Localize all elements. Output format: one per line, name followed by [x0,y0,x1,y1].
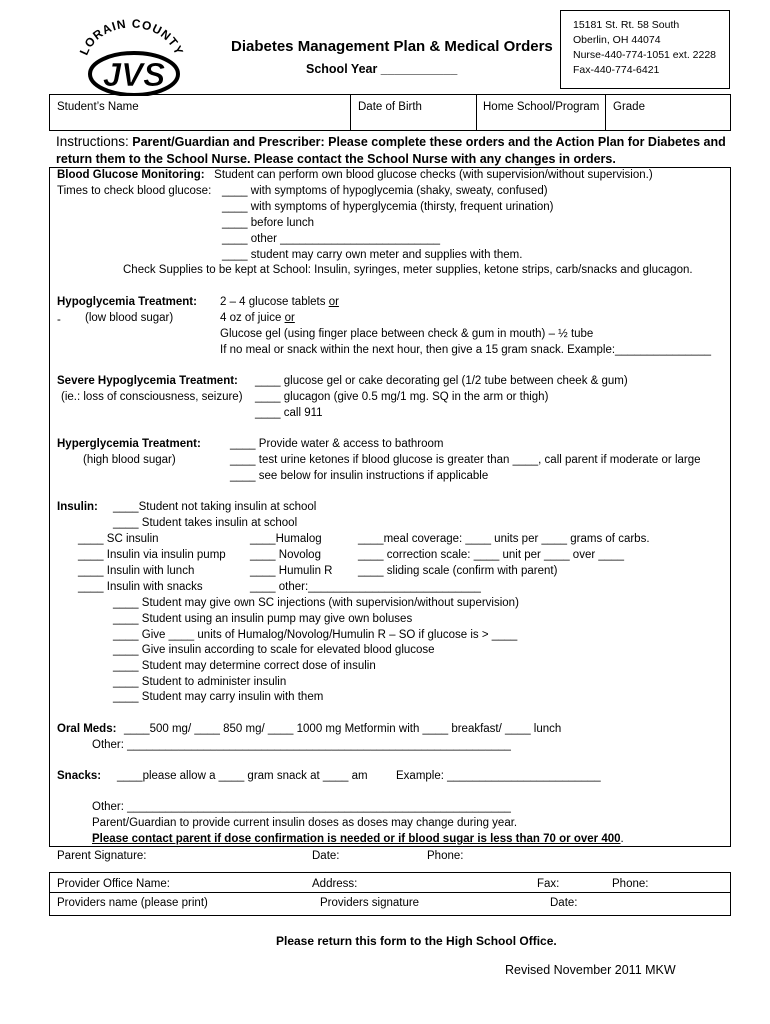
insulin-dose-option[interactable]: ____ correction scale: ____ unit per ____ over ____ [358,549,624,561]
provider-office-field[interactable]: Provider Office Name: [57,878,170,890]
provider-signature-field[interactable]: Providers signature [320,897,420,909]
insulin-type-option[interactable]: ____ Humulin R [250,565,333,577]
times-label: Times to check blood glucose: [57,185,212,197]
insulin-dose-option[interactable]: ____ sliding scale (confirm with parent) [358,565,558,577]
hyper-option[interactable]: ____ test urine ketones if blood glucose is greater than ____, call parent if moderate or large [230,454,701,466]
parent-note: Parent/Guardian to provide current insulin doses as doses may change during year. [92,817,518,829]
supplies-note: Check Supplies to be kept at School: Insulin, syringes, meter supplies, ketone strips, carb/snacks and glucagon. [123,264,693,276]
page-title: Diabetes Management Plan & Medical Orders [231,38,553,55]
insulin-option[interactable]: ____ Insulin with snacks [78,581,203,593]
severe-heading: Severe Hypoglycemia Treatment: [57,375,238,387]
home-school-field[interactable]: Home School/Program [483,101,600,113]
snack-line[interactable]: ____please allow a ____ gram snack at ____ am [117,770,368,782]
provider-date-field[interactable]: Date: [550,897,578,909]
provider-address-field[interactable]: Address: [312,878,358,890]
insulin-option[interactable]: ____ Insulin via insulin pump [78,549,226,561]
hypo-option: 4 oz of juice or [220,312,295,324]
insulin-heading: Insulin: [57,501,98,513]
snack-other-field[interactable]: Other: ____________________________________________________________ [92,801,511,813]
severe-option[interactable]: ____ call 911 [255,407,323,419]
hyper-option[interactable]: ____ Provide water & access to bathroom [230,438,444,450]
insulin-admin-option[interactable]: ____ Student may carry insulin with them [113,691,324,703]
instructions-lead: Instructions: [56,134,129,149]
instructions-line1: Instructions: Parent/Guardian and Prescriber: Please complete these orders and the Action Plan for Diabetes and [56,134,726,149]
parent-signature-field[interactable]: Parent Signature: [57,850,147,862]
return-note: Please return this form to the High School Office. [276,934,557,948]
svg-text:JVS: JVS [102,56,166,93]
student-name-field[interactable]: Student’s Name [57,101,139,113]
glucose-option[interactable]: ____ with symptoms of hypoglycemia (shaky, sweaty, confused) [222,185,548,197]
hypo-option: Glucose gel (using finger place between check & gum in mouth) – ½ tube [220,328,594,340]
hyper-option[interactable]: ____ see below for insulin instructions if applicable [230,470,489,482]
insulin-type-option[interactable]: ____Humalog [250,533,322,545]
snack-example-field[interactable]: Example: ________________________ [396,770,601,782]
grade-field[interactable]: Grade [613,101,645,113]
insulin-admin-option[interactable]: ____ Student using an insulin pump may give own boluses [113,613,413,625]
revision-note: Revised November 2011 MKW [505,963,676,977]
insulin-admin-option[interactable]: ____ Student to administer insulin [113,676,287,688]
glucose-option[interactable]: ____ with symptoms of hyperglycemia (thirsty, frequent urination) [222,201,554,213]
fax-number: Fax-440-774-6421 [573,64,660,76]
glucose-heading: Blood Glucose Monitoring: [57,169,205,181]
hypo-sub: (low blood sugar) [85,312,174,324]
parent-phone-field[interactable]: Phone: [427,850,464,862]
glucose-option[interactable]: ____ other _________________________ [222,233,441,245]
insulin-admin-option[interactable]: ____ Give ____ units of Humalog/Novolog/Humulin R – SO if glucose is > ____ [113,629,518,641]
hyper-heading: Hyperglycemia Treatment: [57,438,201,450]
insulin-option[interactable]: ____ Student takes insulin at school [113,517,298,529]
date-of-birth-field[interactable]: Date of Birth [358,101,422,113]
severe-option[interactable]: ____ glucagon (give 0.5 mg/1 mg. SQ in the arm or thigh) [255,391,549,403]
hypo-dash: - [57,314,61,326]
glucose-option[interactable]: ____ student may carry own meter and supplies with them. [222,249,523,261]
hyper-sub: (high blood sugar) [83,454,176,466]
insulin-dose-option[interactable]: ____meal coverage: ____ units per ____ grams of carbs. [358,533,650,545]
provider-name-field[interactable]: Providers name (please print) [57,897,208,909]
hypo-snack-example[interactable]: If no meal or snack within the next hour, then give a 15 gram snack. Example:_______________ [220,344,711,356]
parent-date-field[interactable]: Date: [312,850,340,862]
insulin-option[interactable]: ____Student not taking insulin at school [113,501,317,513]
oral-other-field[interactable]: Other: ____________________________________________________________ [92,739,511,751]
address-line: 15181 St. Rt. 58 South [573,19,680,31]
address-line: Oberlin, OH 44074 [573,34,661,46]
provider-phone-field[interactable]: Phone: [612,878,649,890]
insulin-admin-option[interactable]: ____ Give insulin according to scale for elevated blood glucose [113,644,435,656]
school-logo [72,14,190,96]
insulin-admin-option[interactable]: ____ Student may give own SC injections (with supervision/without supervision) [113,597,519,609]
insulin-option[interactable]: ____ Insulin with lunch [78,565,195,577]
provider-fax-field[interactable]: Fax: [537,878,560,890]
glucose-heading-line: Blood Glucose Monitoring: Student can perform own blood glucose checks (with supervision/without supervision.) [57,169,653,181]
oral-heading: Oral Meds: [57,723,117,735]
contact-note: Please contact parent if dose confirmation is needed or if blood sugar is less than 70 or over 400. [92,833,624,845]
hypo-option: 2 – 4 glucose tablets or [220,296,339,308]
severe-option[interactable]: ____ glucose gel or cake decorating gel (1/2 tube between cheek & gum) [255,375,628,387]
instructions-line2: return them to the School Nurse. Please contact the School Nurse with any changes in orders. [56,152,616,166]
oral-meds-line[interactable]: ____500 mg/ ____ 850 mg/ ____ 1000 mg Metformin with ____ breakfast/ ____ lunch [124,723,562,735]
hypo-heading: Hypoglycemia Treatment: [57,296,197,308]
glucose-option[interactable]: ____ before lunch [222,217,315,229]
nurse-phone: Nurse-440-774-1051 ext. 2228 [573,49,717,61]
insulin-type-option[interactable]: ____ Novolog [250,549,321,561]
school-year-field[interactable]: School Year ___________ [306,62,458,76]
snacks-heading: Snacks: [57,770,102,782]
insulin-option[interactable]: ____ SC insulin [78,533,159,545]
svg-text:LORAIN COUNTY: LORAIN COUNTY [76,16,187,58]
insulin-type-option[interactable]: ____ other:___________________________ [250,581,481,593]
severe-sub: (ie.: loss of consciousness, seizure) [61,391,243,403]
insulin-admin-option[interactable]: ____ Student may determine correct dose of insulin [113,660,376,672]
